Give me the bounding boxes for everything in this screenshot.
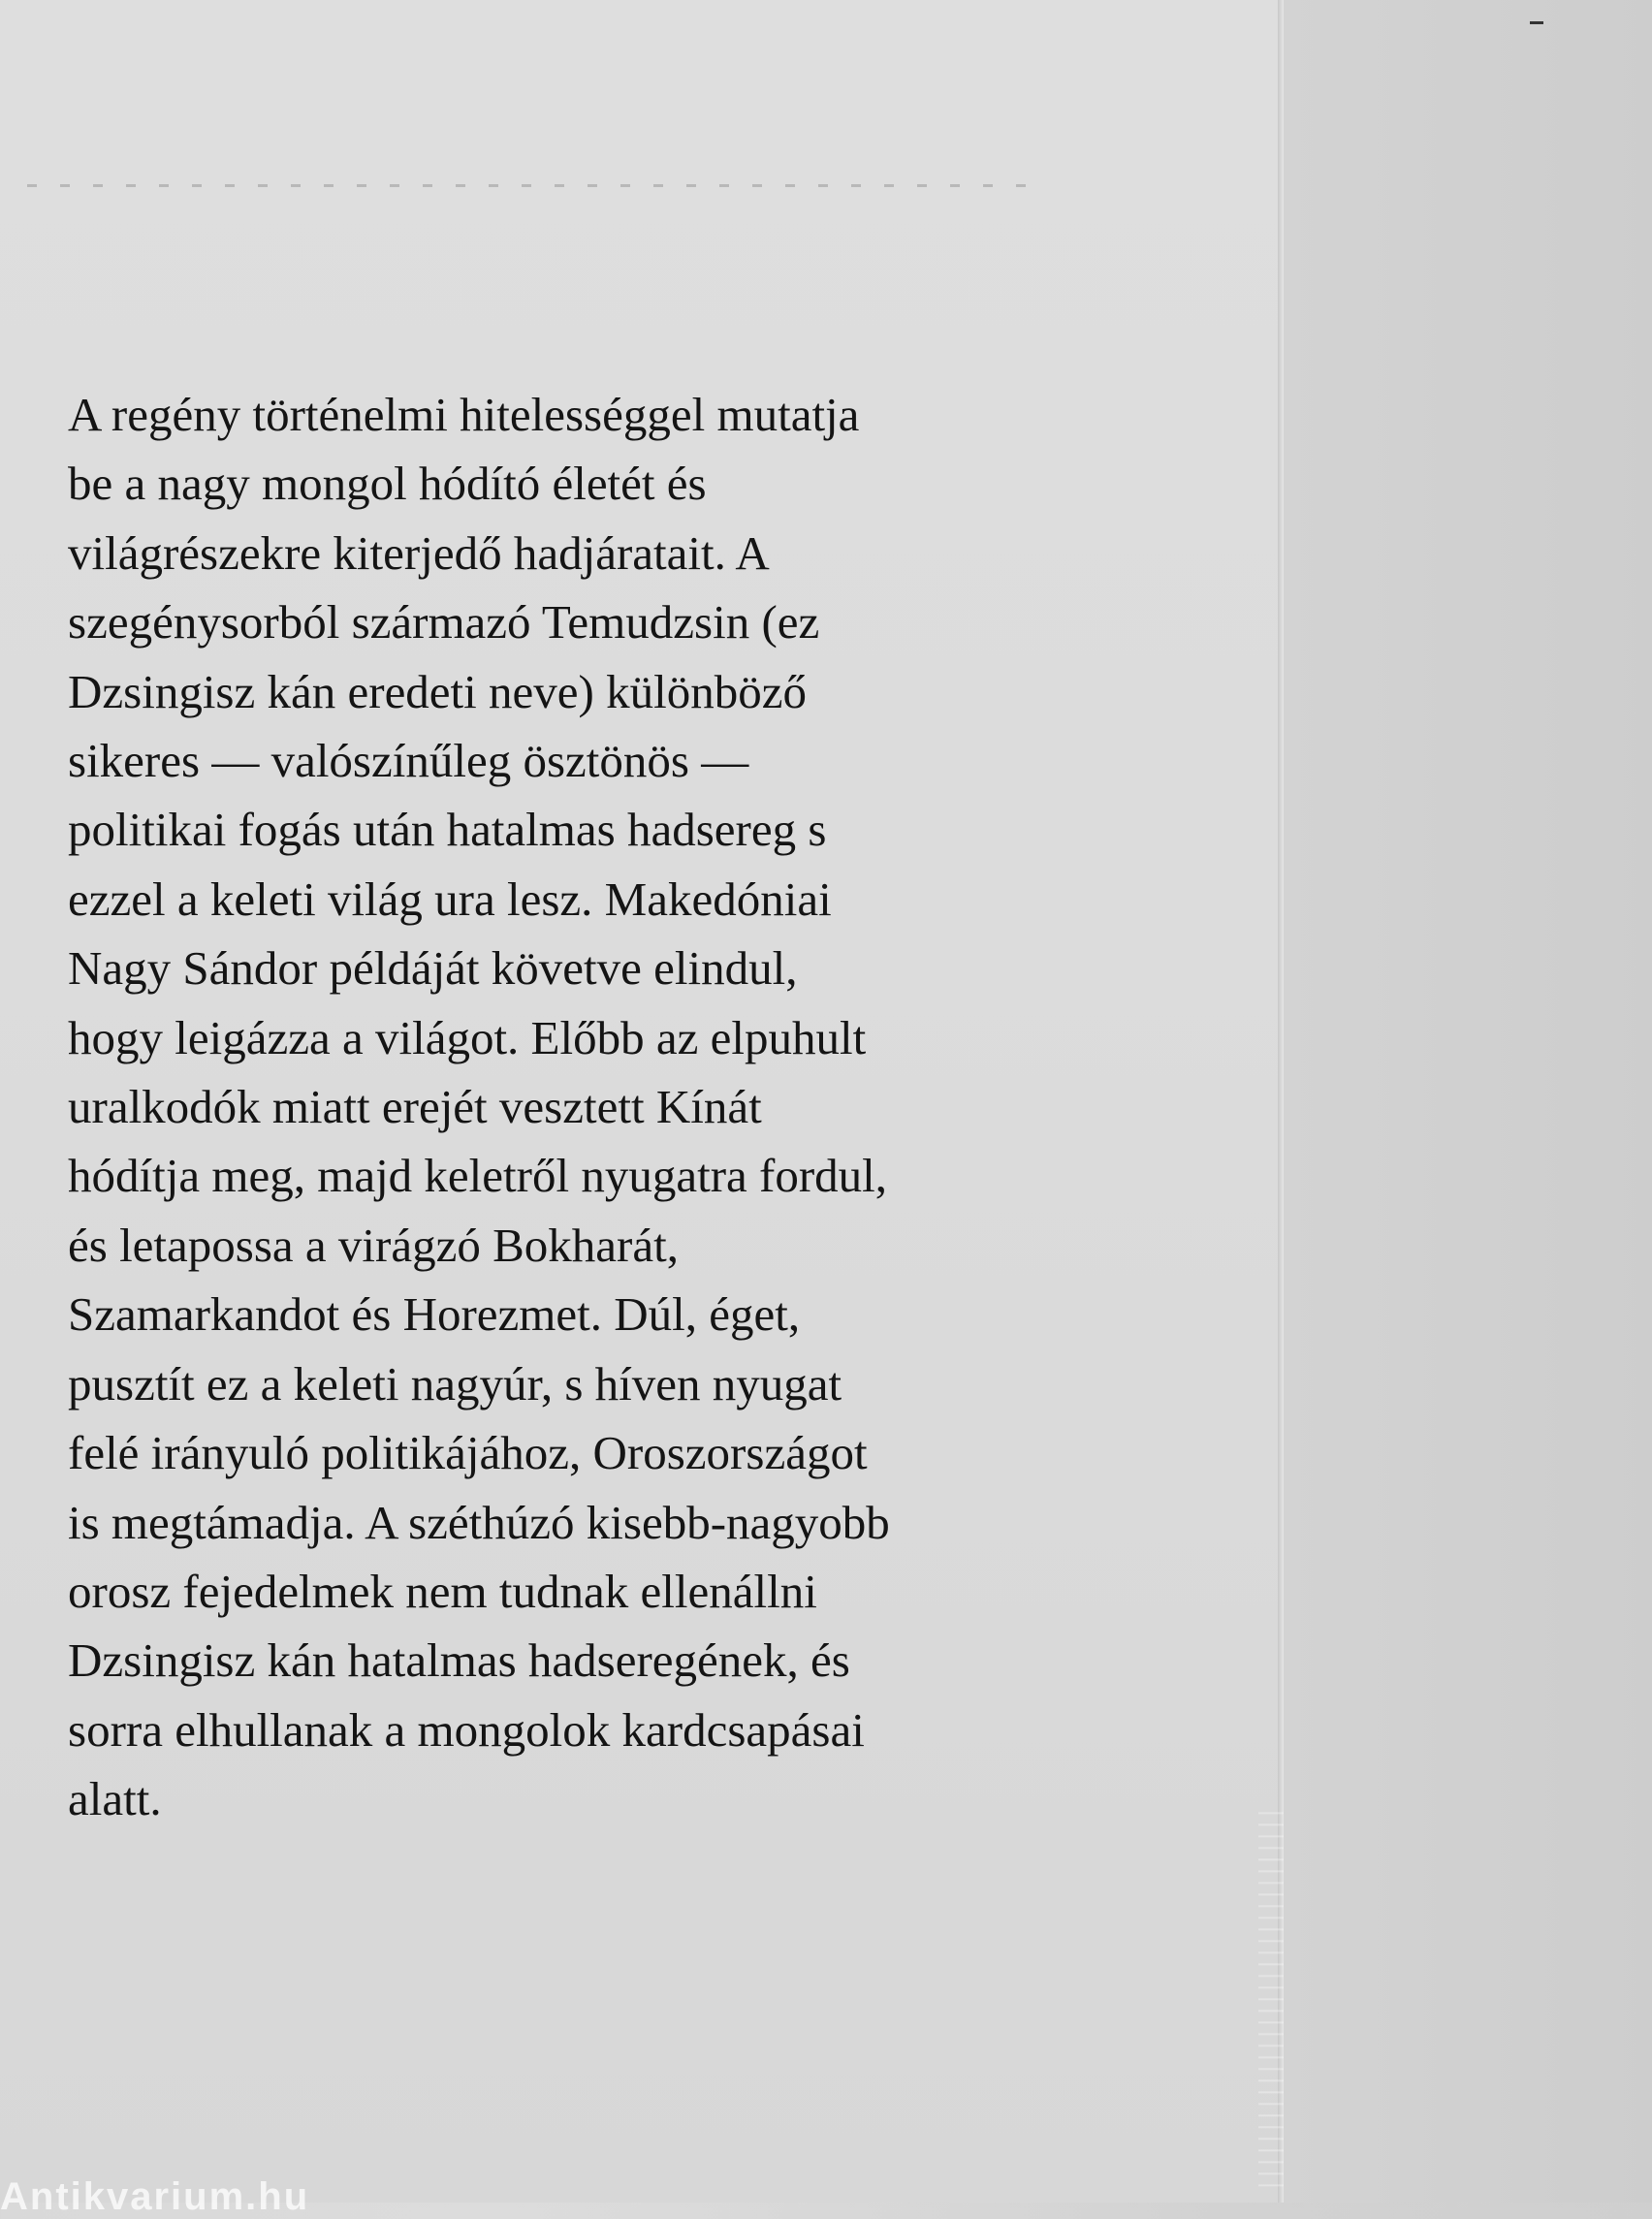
description-line: is megtámadja. A széthúzó kisebb-nagyobb [68,1495,890,1549]
description-line: hódítja meg, majd keletről nyugatra fordul, [68,1149,888,1203]
description-line: szegénysorból származó Temudzsin (ez [68,595,820,650]
description-line: A regény történelmi hitelességgel mutatja [68,388,860,441]
description-line: Nagy Sándor példáját követve elindul, [68,941,798,996]
cover-edge-wear [1258,1803,1284,2191]
description-line: világrészekre kiterjedő hadjáratait. A [68,525,770,580]
description-line: Dzsingisz kán eredeti neve) különböző [68,664,807,718]
description-line: alatt. [68,1772,162,1826]
description-line: Dzsingisz kán hatalmas hadseregének, és [68,1633,850,1688]
description-line: és letapossa a virágzó Bokharát, [68,1218,679,1272]
description-line: uralkodók miatt erejét vesztett Kínát [68,1080,762,1134]
description-line: be a nagy mongol hódító életét és [68,457,707,511]
description-line: Szamarkandot és Horezmet. Dúl, éget, [68,1287,801,1342]
background-surface [1284,0,1652,2203]
watermark: Antikvarium.hu [0,2175,310,2218]
description-line: pusztít ez a keleti nagyúr, s híven nyugat [68,1356,842,1411]
corner-mark [1530,21,1543,24]
description-line: felé irányuló politikájához, Oroszországot [68,1426,868,1480]
description-line: orosz fejedelmek nem tudnak ellenállni [68,1564,817,1618]
description-line: politikai fogás után hatalmas hadsereg s [68,803,827,857]
description-line: hogy leigázza a világot. Előbb az elpuhult [68,1010,867,1064]
description-line: sikeres — valószínűleg ösztönös — [68,734,749,788]
book-description [68,380,1144,1834]
description-line: ezzel a keleti világ ura lesz. Makedóniai [68,872,832,926]
description-line: sorra elhullanak a mongolok kardcsapásai [68,1702,865,1757]
faint-dashed-line [27,184,1035,187]
